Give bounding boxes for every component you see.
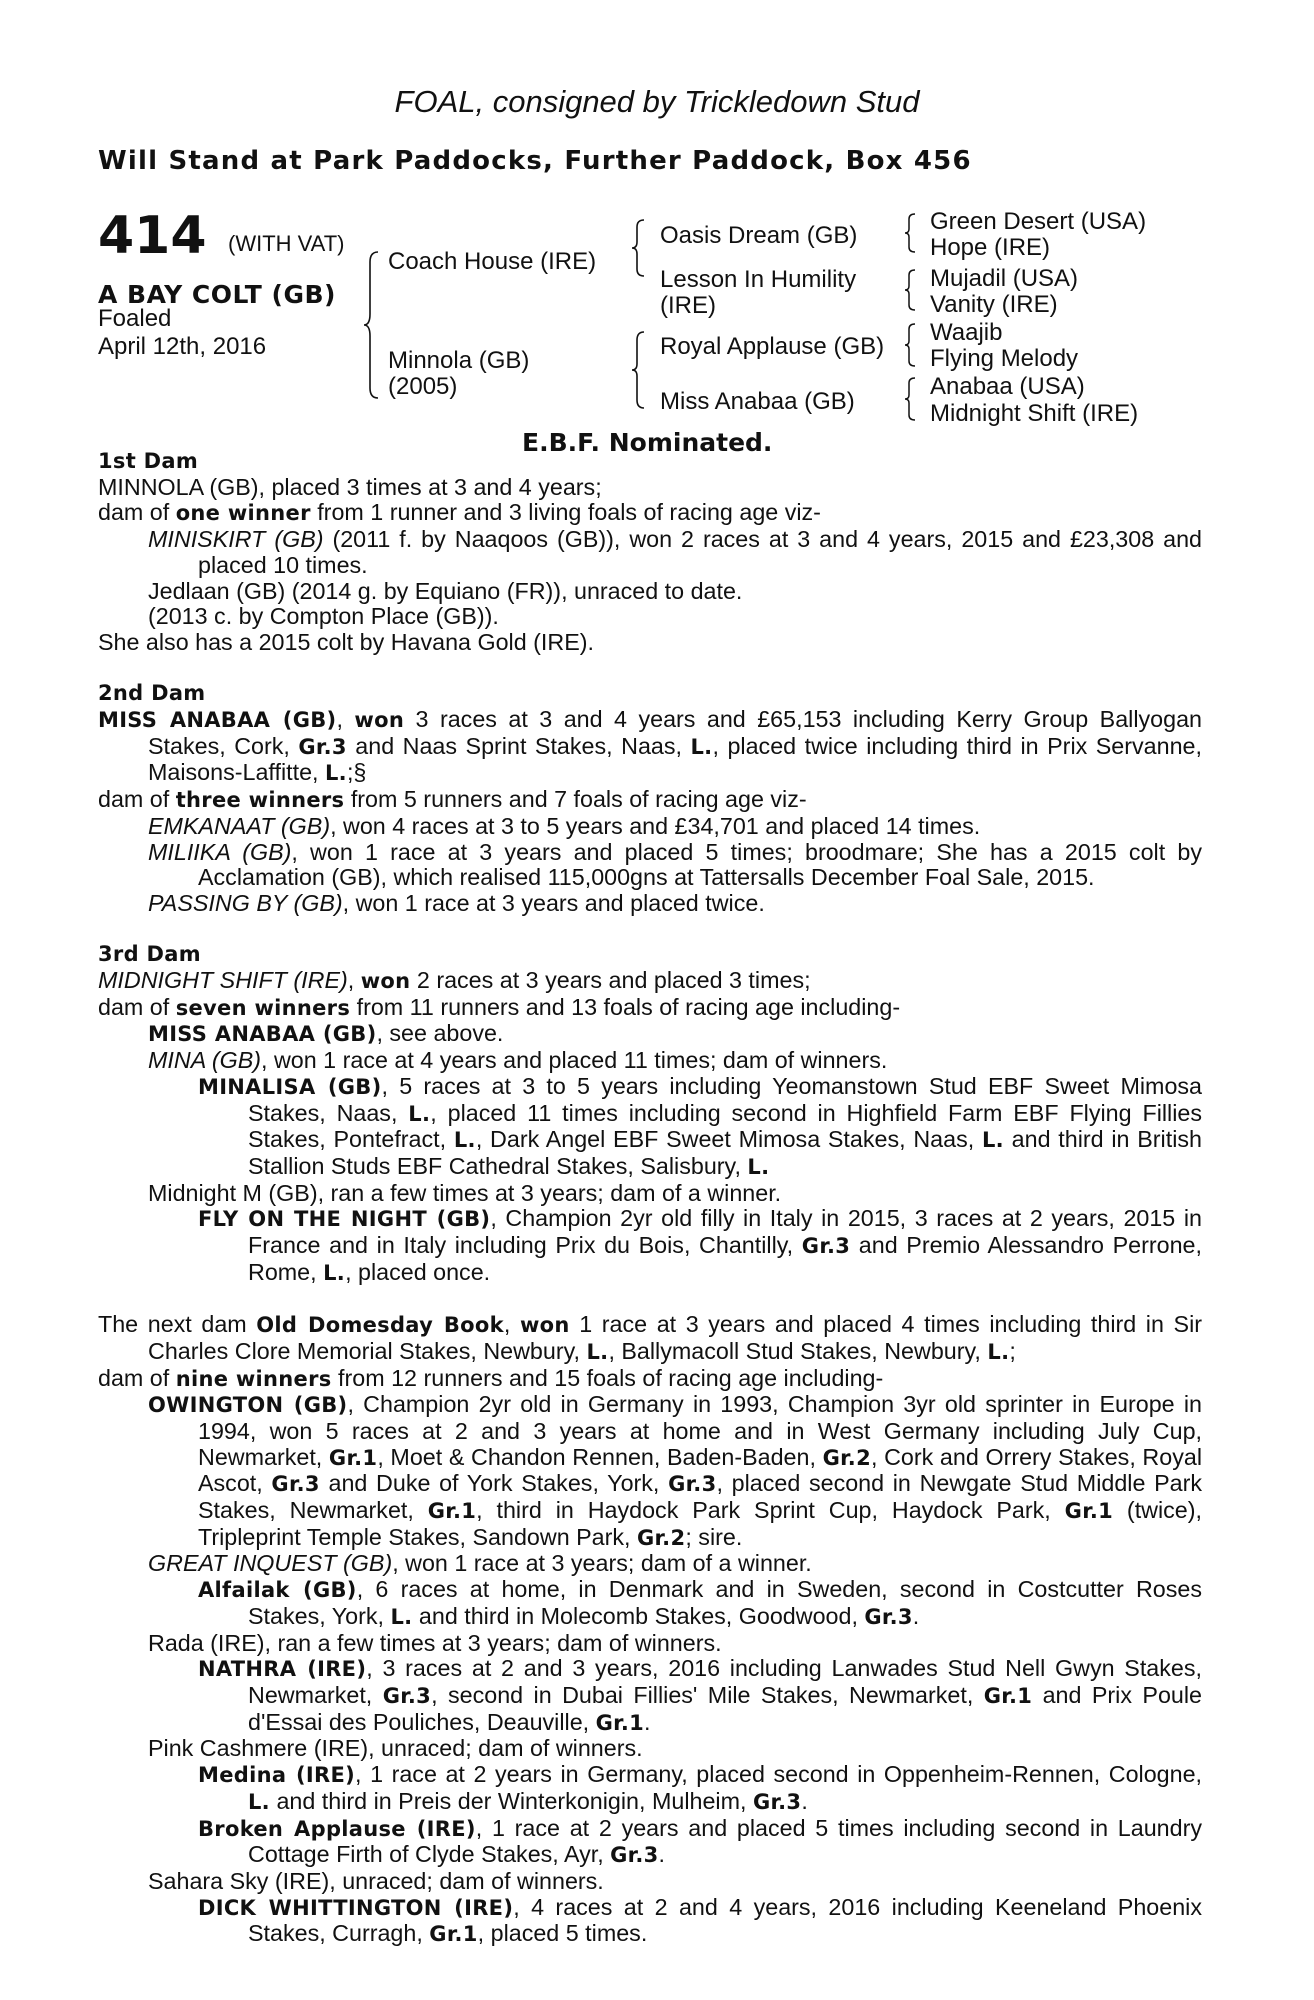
grand-produce-item: MINALISA (GB), 5 races at 3 to 5 years including Yeomanstown Stud EBF Sweet Mimosa Stakes, Naas, L., placed 11 times including second in Highfield Farm EBF Flying Fillies Stakes, Pontefract, L., Dark Angel EBF Sweet Mimosa Stakes, Naas, L. and third in British Stallion Studs EBF Cathedral Stakes, Salisbury, L. [198, 1072, 1203, 1179]
second-dam-heading: 2nd Dam [98, 681, 206, 706]
grand-produce-item: FLY ON THE NIGHT (GB), Champion 2yr old filly in Italy in 2015, 3 races at 2 years, 2015 in France and in Italy including Prix du Bois, Chantilly, Gr.3 and Premio Alessandro Perrone, Rome, L., placed once. [198, 1205, 1202, 1285]
pedigree-dds: Anabaa (USA) [930, 373, 1085, 400]
produce-item: Pink Cashmere (IRE), unraced; dam of winners. [148, 1735, 643, 1762]
lot-number: 414 [98, 206, 207, 266]
pedigree-brace-dd [903, 376, 919, 422]
consignment-line: FOAL, consigned by Trickledown Stud [394, 84, 920, 119]
pedigree-sds: Mujadil (USA) [930, 265, 1079, 292]
pedigree-dsd: Flying Melody [930, 345, 1079, 372]
ebf-nominated: E.B.F. Nominated. [522, 428, 773, 457]
first-dam-line: MINNOLA (GB), placed 3 times at 3 and 4 years; [98, 473, 602, 500]
pedigree-brace-ds [903, 322, 919, 368]
third-dam-produce-line: dam of seven winners from 11 runners and 13 foals of racing age including- [98, 993, 901, 1020]
first-dam-produce-line: dam of one winner from 1 runner and 3 living foals of racing age viz- [98, 499, 821, 526]
foaled-date: April 12th, 2016 [98, 333, 267, 360]
second-dam-produce-line: dam of three winners from 5 runners and 7 foals of racing age viz- [98, 786, 807, 813]
grand-produce-item: NATHRA (IRE), 3 races at 2 and 3 years, 2016 including Lanwades Stud Nell Gwyn Stakes, Newmarket, Gr.3, second in Dubai Fillies' Mile Stakes, Newmarket, Gr.1 and Prix Poule d'Essai des Pouliches, Deauville, Gr.1. [198, 1655, 1202, 1735]
produce-item: Rada (IRE), ran a few times at 3 years; dam of winners. [148, 1629, 722, 1656]
grand-produce-item: Alfailak (GB), 6 races at home, in Denmark and in Sweden, second in Costcutter Roses Stakes, York, L. and third in Molecomb Stakes, Goodwood, Gr.3. [198, 1576, 1202, 1629]
produce-item: MINISKIRT (GB) (2011 f. by Naaqoos (GB)), won 2 races at 3 and 4 years, 2015 and £23,308 and placed 10 times. [148, 526, 1202, 578]
pedigree-dam: Minnola (GB) [388, 347, 530, 374]
pedigree-brace-sd [903, 268, 919, 312]
pedigree-dam-sire: Royal Applause (GB) [660, 333, 885, 360]
produce-item: Jedlaan (GB) (2014 g. by Equiano (FR)), unraced to date. [148, 577, 743, 604]
pedigree-brace-ss [903, 212, 919, 254]
grand-produce-item: DICK WHITTINGTON (IRE), 4 races at 2 and 4 years, 2016 including Keeneland Phoenix Stakes, Curragh, Gr.1, placed 5 times. [198, 1893, 1202, 1947]
third-dam-line: MIDNIGHT SHIFT (IRE), won 2 races at 3 years and placed 3 times; [98, 967, 811, 994]
produce-item: (2013 c. by Compton Place (GB)). [148, 603, 499, 630]
produce-item: GREAT INQUEST (GB), won 1 race at 3 years; dam of a winner. [148, 1550, 812, 1577]
produce-item: MINA (GB), won 1 race at 4 years and placed 11 times; dam of winners. [148, 1047, 888, 1074]
pedigree-sire-dam-2: (IRE) [660, 292, 716, 319]
pedigree-brace-sire [630, 218, 648, 278]
pedigree-sire: Coach House (IRE) [388, 248, 597, 275]
pedigree-ssd: Hope (IRE) [930, 234, 1051, 261]
foaled-label: Foaled [98, 305, 172, 332]
produce-item: OWINGTON (GB), Champion 2yr old in Germany in 1993, Champion 3yr old sprinter in Europe in 1994, won 5 races at 2 and 3 years at home and in West Germany including July Cup, Newmarket, Gr.1, Moet & Chandon Rennen, Baden-Baden, Gr.2, Cork and Orrery Stakes, Royal Ascot, Gr.3 and Duke of York Stakes, York, Gr.3, placed second in Newgate Stud Middle Park Stakes, Newmarket, Gr.1, third in Haydock Park Sprint Cup, Haydock Park, Gr.1 (twice), Tripleprint Temple Stakes, Sandown Park, Gr.2; sire. [148, 1391, 1202, 1550]
grand-produce-item: Medina (IRE), 1 race at 2 years in Germany, placed second in Oppenheim-Rennen, Cologne, L. and third in Preis der Winterkonigin, Mulheim, Gr.3. [198, 1761, 1202, 1814]
pedigree-sdd: Vanity (IRE) [930, 291, 1058, 318]
pedigree-sire-sire: Oasis Dream (GB) [660, 222, 858, 249]
fourth-dam-line: The next dam Old Domesday Book, won 1 race at 3 years and placed 4 times including third in Sir Charles Clore Memorial Stakes, Newbury, L., Ballymacoll Stud Stakes, Newbury, L.; [98, 1311, 1203, 1364]
produce-item: MISS ANABAA (GB), see above. [148, 1020, 504, 1047]
pedigree-dss: Waajib [930, 319, 1003, 346]
produce-item: PASSING BY (GB), won 1 race at 3 years and placed twice. [148, 889, 765, 916]
grand-produce-item: Broken Applause (IRE), 1 race at 2 years and placed 5 times including second in Laundry Cottage Firth of Clyde Stakes, Ayr, Gr.3. [198, 1814, 1202, 1868]
pedigree-brace-dam [630, 330, 648, 410]
first-dam-heading: 1st Dam [98, 449, 199, 473]
pedigree-dam-year: (2005) [388, 373, 458, 400]
pedigree-sire-dam: Lesson In Humility [660, 266, 857, 293]
produce-item: MILIIKA (GB), won 1 race at 3 years and placed 5 times; broodmare; She has a 2015 colt by Acclamation (GB), which realised 115,000gns at Tattersalls December Foal Sale, 2015. [148, 838, 1202, 891]
produce-item: Midnight M (GB), ran a few times at 3 years; dam of a winner. [148, 1179, 782, 1206]
third-dam-heading: 3rd Dam [98, 942, 201, 967]
produce-item: Sahara Sky (IRE), unraced; dam of winners. [148, 1867, 604, 1894]
fourth-dam-produce-line: dam of nine winners from 12 runners and 15 foals of racing age including- [98, 1364, 884, 1391]
second-dam-line: MISS ANABAA (GB), won 3 races at 3 and 4 years and £65,153 including Kerry Group Ballyogan Stakes, Cork, Gr.3 and Naas Sprint Stakes, Naas, L., placed twice including third in Prix Servanne, Maisons-Laffitte, L.;§ [98, 706, 1202, 786]
pedigree-brace-main [362, 250, 382, 400]
first-dam-note: She also has a 2015 colt by Havana Gold (IRE). [98, 628, 594, 655]
pedigree-sss: Green Desert (USA) [930, 208, 1147, 235]
pedigree-ddd: Midnight Shift (IRE) [930, 400, 1139, 427]
pedigree-notes [98, 449, 1202, 1948]
pedigree-dam-dam: Miss Anabaa (GB) [660, 388, 855, 415]
lot-title: A BAY COLT (GB) [98, 280, 336, 309]
stand-location: Will Stand at Park Paddocks, Further Paddock, Box 456 [98, 146, 972, 176]
produce-item: EMKANAAT (GB), won 4 races at 3 to 5 years and £34,701 and placed 14 times. [148, 812, 981, 839]
vat-note: (WITH VAT) [228, 231, 345, 256]
